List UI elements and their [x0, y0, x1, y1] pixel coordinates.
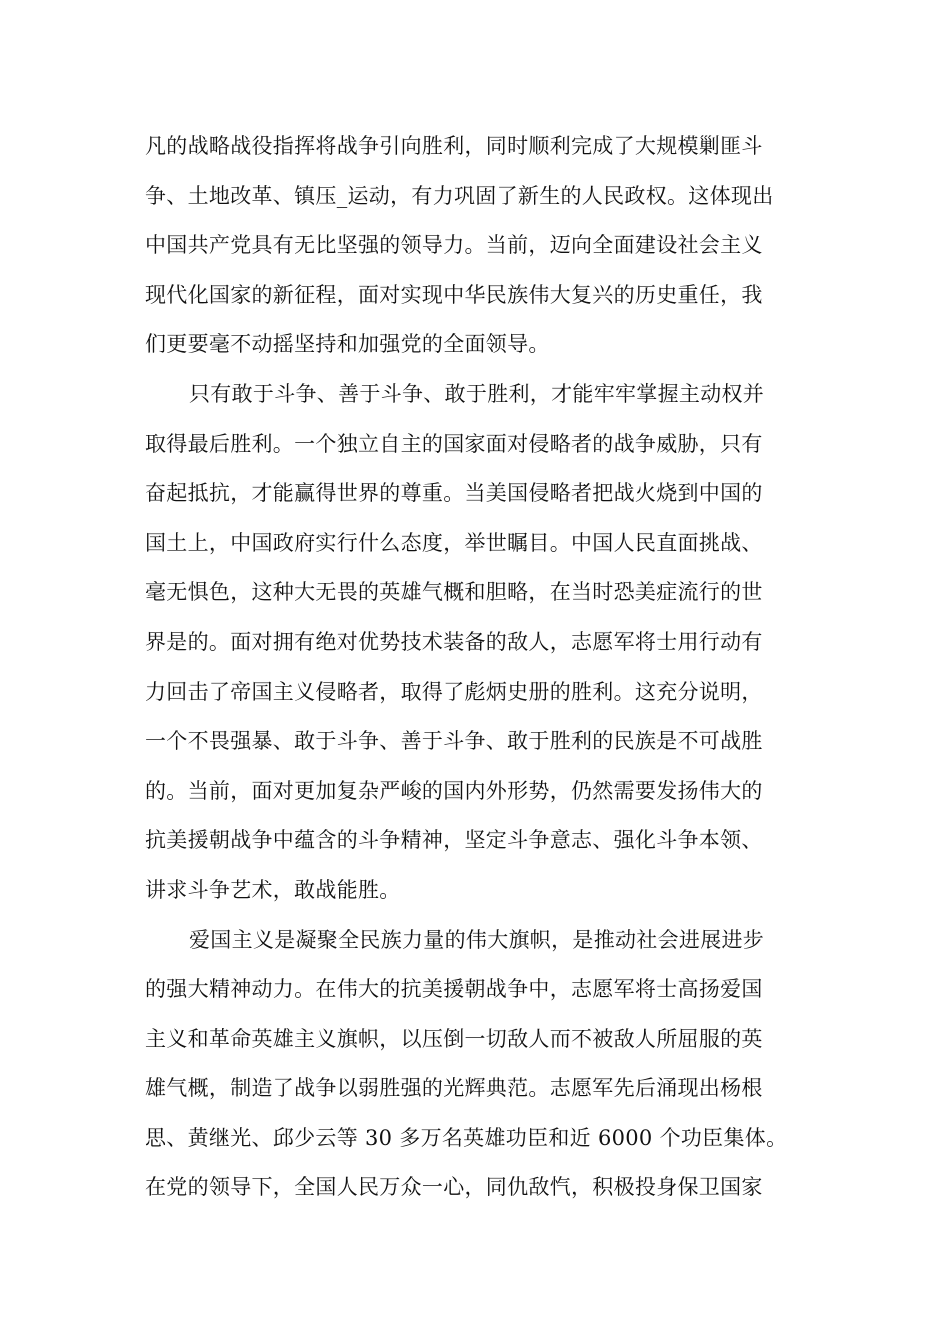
- text-line: 抗美援朝战争中蕴含的斗争精神，坚定斗争意志、强化斗争本领、: [145, 828, 763, 853]
- text-line: 国土上，中国政府实行什么态度，举世瞩目。中国人民直面挑战、: [145, 530, 763, 555]
- text-line: 雄气概，制造了战争以弱胜强的光辉典范。志愿军先后涌现出杨根: [145, 1076, 763, 1101]
- text-line: 的。当前，面对更加复杂严峻的国内外形势，仍然需要发扬伟大的: [145, 778, 763, 803]
- text-line: 的强大精神动力。在伟大的抗美援朝战争中，志愿军将士高扬爱国: [145, 977, 763, 1002]
- text-line: 主义和革命英雄主义旗帜，以压倒一切敌人而不被敌人所屈服的英: [145, 1026, 763, 1051]
- text-line: 奋起抵抗，才能赢得世界的尊重。当美国侵略者把战火烧到中国的: [145, 481, 763, 506]
- text-line: 思、黄继光、邱少云等 30 多万名英雄功臣和近 6000 个功臣集体。: [145, 1125, 788, 1150]
- text-line: 凡的战略战役指挥将战争引向胜利，同时顺利完成了大规模剿匪斗: [145, 134, 763, 158]
- body-text: [145, 122, 815, 1213]
- text-line: 争、土地改革、镇压_运动，有力巩固了新生的人民政权。这体现出: [145, 183, 774, 208]
- text-line: 力回击了帝国主义侵略者，取得了彪炳史册的胜利。这充分说明，: [145, 679, 763, 704]
- text-line: 毫无惧色，这种大无畏的英雄气概和胆略，在当时恐美症流行的世: [145, 580, 763, 605]
- text-line: 讲求斗争艺术，敢战能胜。: [145, 877, 401, 902]
- text-line: 们更要毫不动摇坚持和加强党的全面领导。: [145, 332, 550, 357]
- text-line: 界是的。面对拥有绝对优势技术装备的敌人，志愿军将士用行动有: [145, 629, 763, 654]
- text-line: 现代化国家的新征程，面对实现中华民族伟大复兴的历史重任，我: [145, 282, 763, 307]
- text-line: 在党的领导下，全国人民万众一心，同仇敌忾，积极投身保卫国家: [145, 1175, 763, 1200]
- text-line: 取得最后胜利。一个独立自主的国家面对侵略者的战争威胁，只有: [145, 431, 763, 456]
- paragraph-first-line: 爱国主义是凝聚全民族力量的伟大旗帜，是推动社会进展进步: [189, 927, 765, 952]
- text-line: 中国共产党具有无比坚强的领导力。当前，迈向全面建设社会主义: [145, 233, 763, 258]
- text-line: 一个不畏强暴、敢于斗争、善于斗争、敢于胜利的民族是不可战胜: [145, 729, 763, 754]
- paragraph-first-line: 只有敢于斗争、善于斗争、敢于胜利，才能牢牢掌握主动权并: [189, 381, 765, 406]
